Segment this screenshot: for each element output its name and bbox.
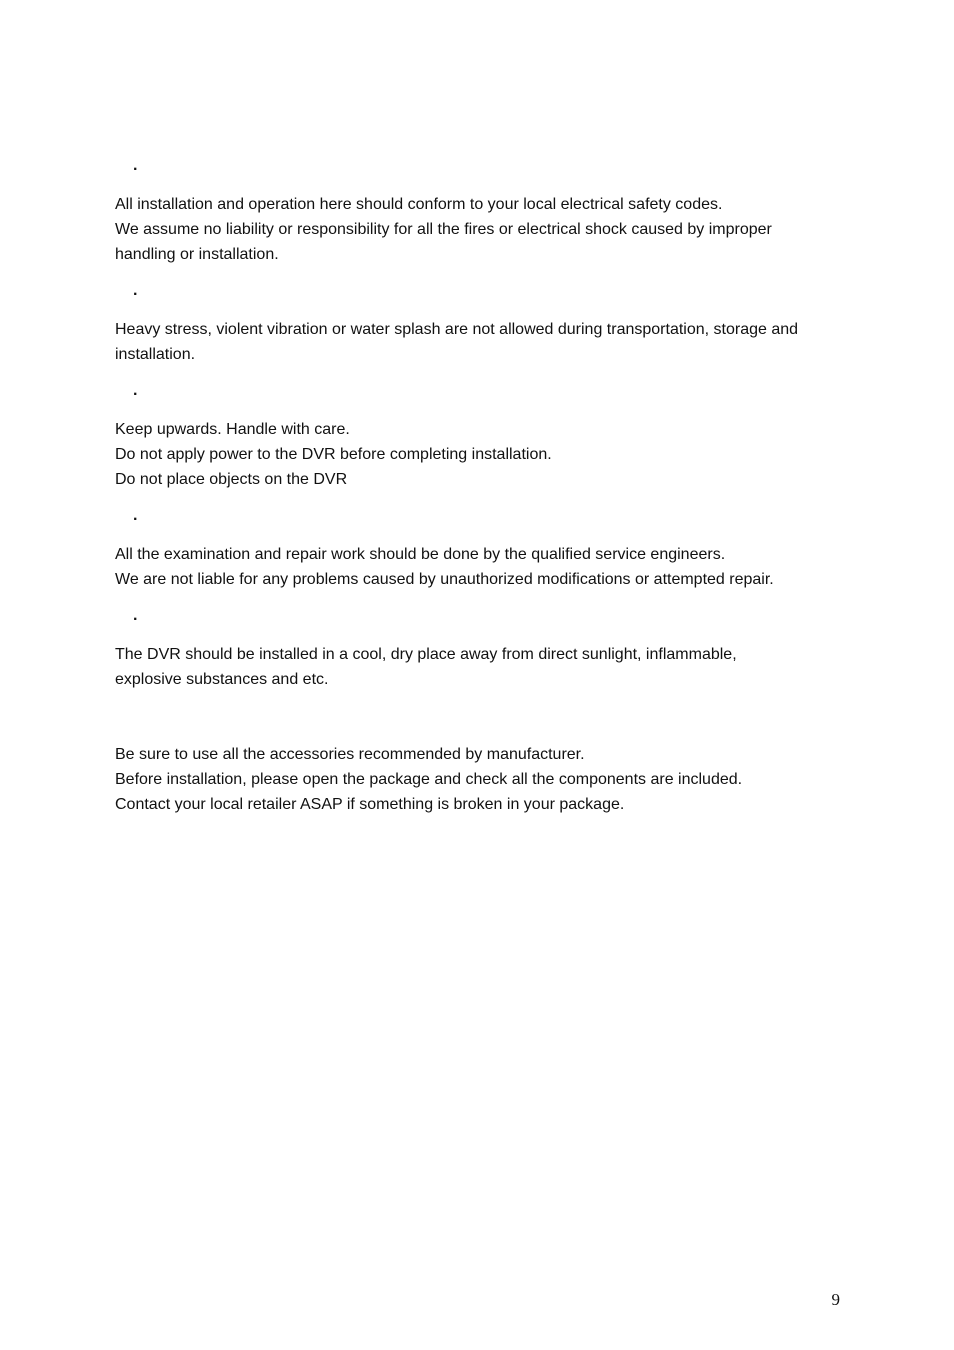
section-text [115,542,855,592]
text-line: We assume no liability or responsibility for all the fires or electrical shock caused by improper [115,221,772,238]
section-bullet: · [133,611,139,628]
text-line: Heavy stress, violent vibration or water splash are not allowed during transportation, storage and [115,321,799,338]
text-line: Do not place objects on the DVR [115,471,348,488]
text-line: We are not liable for any problems caused by unauthorized modifications or attempted repair. [115,571,774,588]
text-line: Contact your local retailer ASAP if something is broken in your package. [115,796,625,813]
section-text [115,192,855,267]
section-text [115,642,855,692]
text-line: Be sure to use all the accessories recommended by manufacturer. [115,746,585,763]
text-line: Before installation, please open the package and check all the components are included. [115,771,743,788]
text-line: explosive substances and etc. [115,671,329,688]
section-bullet: · [133,511,139,528]
section-text [115,417,855,492]
section-bullet: · [133,161,139,178]
text-line: The DVR should be installed in a cool, dry place away from direct sunlight, inflammable, [115,646,737,663]
text-line: Do not apply power to the DVR before completing installation. [115,446,552,463]
section-bullet: · [133,286,139,303]
section-bullet: · [133,386,139,403]
section-text [115,317,855,367]
page-number: 9 [831,1290,840,1309]
text-line: Keep upwards. Handle with care. [115,421,350,438]
section-text [115,742,855,817]
text-line: All the examination and repair work should be done by the qualified service engineers. [115,546,726,563]
text-line: handling or installation. [115,246,279,263]
text-line: All installation and operation here should conform to your local electrical safety codes. [115,196,723,213]
text-line: installation. [115,346,196,363]
